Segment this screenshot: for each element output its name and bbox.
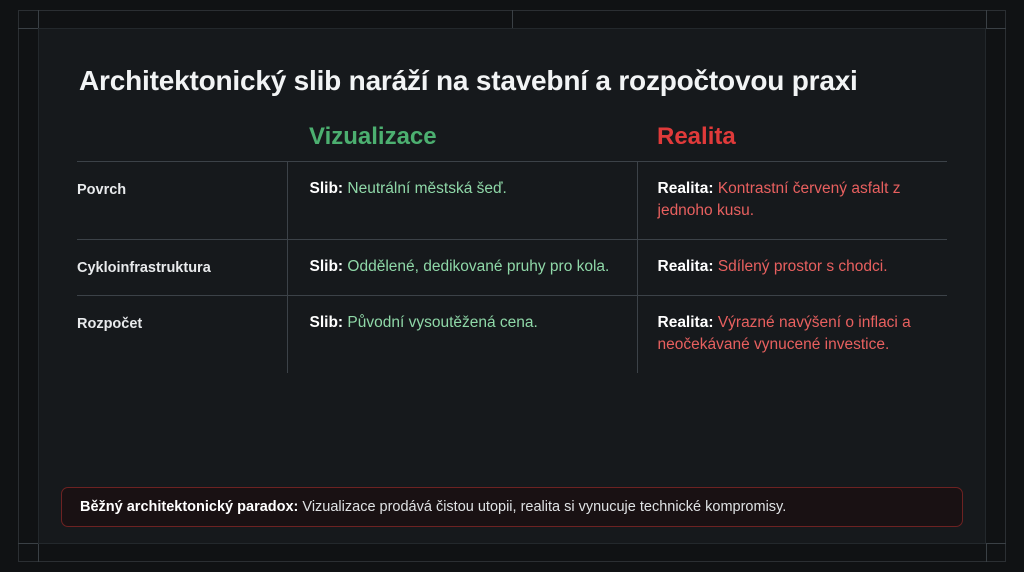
row-reality-text: Výrazné navýšení o inflaci a neočekávané vynucené investice. <box>657 314 911 353</box>
row-visualization-text: Původní vysoutěžená cena. <box>347 314 538 331</box>
footnote-lead: Běžný architektonický paradox: <box>80 499 299 515</box>
row-label: Rozpočet <box>77 296 287 374</box>
row-reality-cell <box>637 296 947 374</box>
frame-tick-right-upper <box>986 28 1006 29</box>
frame-tick-top-right <box>986 10 987 28</box>
footnote-text: Vizualizace prodává čistou utopii, realita si vynucuje technické kompromisy. <box>302 499 787 515</box>
table-row <box>77 240 947 296</box>
footnote-banner <box>61 487 963 527</box>
row-reality-cell <box>637 162 947 240</box>
row-visualization-cell <box>287 162 637 240</box>
row-visualization-cell <box>287 296 637 374</box>
row-label: Povrch <box>77 162 287 240</box>
comparison-table <box>77 123 947 373</box>
frame-tick-bottom-right <box>986 544 987 562</box>
row-reality-text: Kontrastní červený asfalt z jednoho kusu. <box>657 180 901 219</box>
row-visualization-lead: Slib: <box>309 314 344 331</box>
row-visualization-text: Neutrální městská šeď. <box>347 180 507 197</box>
row-reality-text: Sdílený prostor s chodci. <box>717 258 888 275</box>
frame-tick-left-upper <box>18 28 38 29</box>
row-label: Cykloinfrastruktura <box>77 240 287 296</box>
row-reality-lead: Realita: <box>657 258 714 275</box>
page-title: Architektonický slib naráží na stavební a rozpočtovou praxi <box>79 65 858 96</box>
row-reality-lead: Realita: <box>657 314 714 331</box>
table-row <box>77 162 947 240</box>
row-visualization-cell <box>287 240 637 296</box>
table-header-row <box>77 123 947 162</box>
column-header-visualization: Vizualizace <box>309 123 437 150</box>
column-header-reality: Realita <box>657 123 736 150</box>
frame-tick-top-left <box>38 10 39 28</box>
row-visualization-lead: Slib: <box>309 258 344 275</box>
frame-tick-left-lower <box>18 543 38 544</box>
row-visualization-text: Oddělené, dedikované pruhy pro kola. <box>347 258 610 275</box>
row-reality-lead: Realita: <box>657 180 714 197</box>
inner-panel <box>38 28 986 544</box>
table-row <box>77 296 947 374</box>
frame-tick-top-center <box>512 10 513 28</box>
column-header-label <box>77 123 287 162</box>
row-visualization-lead: Slib: <box>309 180 344 197</box>
content-area <box>39 29 985 543</box>
frame-tick-bottom-left <box>38 544 39 562</box>
frame-tick-right-lower <box>986 543 1006 544</box>
row-reality-cell <box>637 240 947 296</box>
